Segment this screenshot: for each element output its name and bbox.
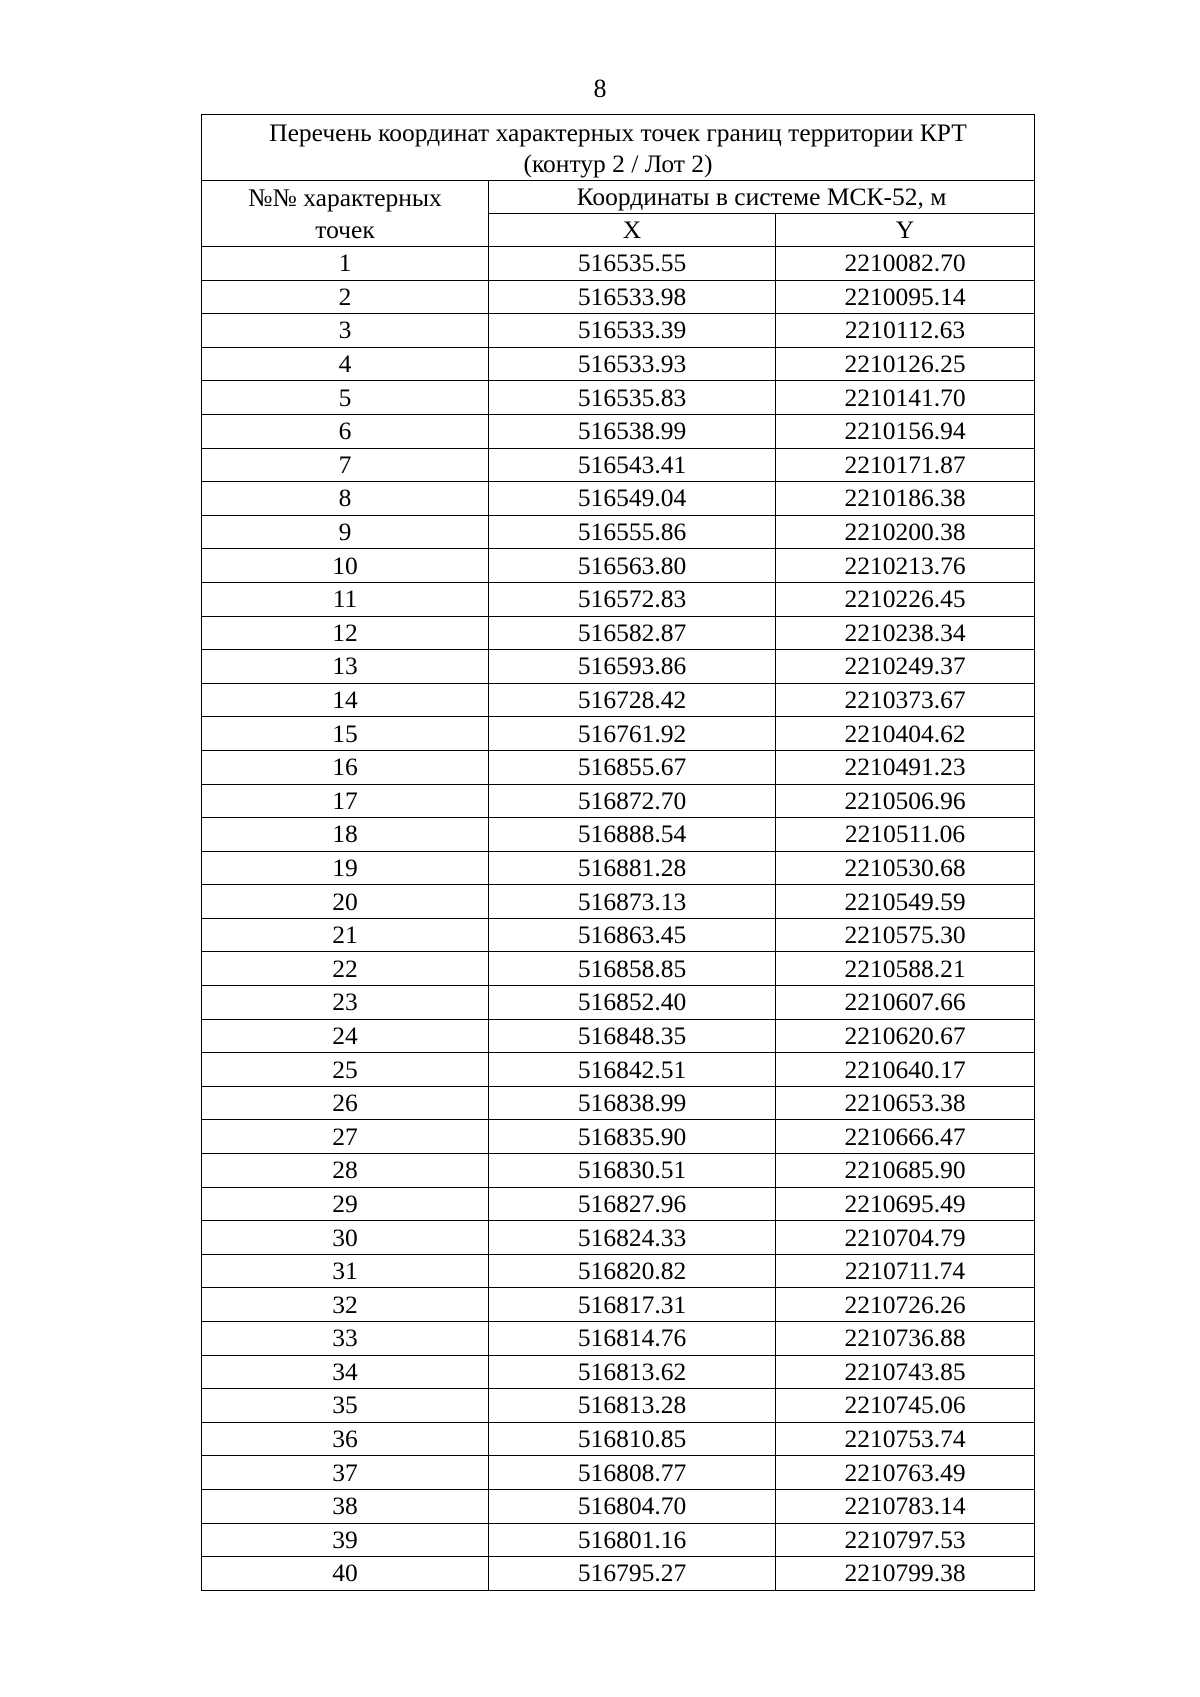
table-row <box>202 750 1035 784</box>
y-coordinate-cell: 2210186.38 <box>776 482 1035 516</box>
x-coordinate-cell: 516543.41 <box>489 448 776 482</box>
x-coordinate-cell: 516808.77 <box>489 1456 776 1490</box>
x-coordinate-cell: 516827.96 <box>489 1187 776 1221</box>
point-number-cell: 16 <box>202 750 489 784</box>
x-coordinate-cell: 516848.35 <box>489 1019 776 1053</box>
y-coordinate-cell: 2210763.49 <box>776 1456 1035 1490</box>
y-coordinate-cell: 2210685.90 <box>776 1154 1035 1188</box>
y-coordinate-cell: 2210549.59 <box>776 885 1035 919</box>
y-coordinate-cell: 2210666.47 <box>776 1120 1035 1154</box>
point-number-cell: 37 <box>202 1456 489 1490</box>
table-row <box>202 1422 1035 1456</box>
table-row <box>202 549 1035 583</box>
table-row <box>202 818 1035 852</box>
y-coordinate-cell: 2210607.66 <box>776 986 1035 1020</box>
table-row <box>202 1389 1035 1423</box>
page-number: 8 <box>593 74 607 103</box>
x-coordinate-cell: 516728.42 <box>489 683 776 717</box>
x-coordinate-cell: 516863.45 <box>489 918 776 952</box>
y-coordinate-cell: 2210112.63 <box>776 314 1035 348</box>
table-row <box>202 280 1035 314</box>
point-number-cell: 36 <box>202 1422 489 1456</box>
table-row <box>202 1355 1035 1389</box>
point-number-cell: 10 <box>202 549 489 583</box>
table-row <box>202 650 1035 684</box>
x-coordinate-cell: 516535.55 <box>489 247 776 281</box>
point-number-cell: 13 <box>202 650 489 684</box>
x-coordinate-cell: 516813.62 <box>489 1355 776 1389</box>
point-number-cell: 19 <box>202 851 489 885</box>
x-coordinate-cell: 516842.51 <box>489 1053 776 1087</box>
table-row <box>202 918 1035 952</box>
point-number-cell: 22 <box>202 952 489 986</box>
table-row <box>202 1557 1035 1591</box>
x-coordinate-cell: 516820.82 <box>489 1254 776 1288</box>
table-caption-line-2: (контур 2 / Лот 2) <box>523 148 713 178</box>
point-number-cell: 4 <box>202 347 489 381</box>
y-coordinate-cell: 2210620.67 <box>776 1019 1035 1053</box>
point-number-cell: 9 <box>202 515 489 549</box>
x-coordinate-cell: 516555.86 <box>489 515 776 549</box>
table-row <box>202 1154 1035 1188</box>
coordinates-table-body <box>202 115 1035 1591</box>
table-row <box>202 1456 1035 1490</box>
table-row <box>202 616 1035 650</box>
point-number-cell: 34 <box>202 1355 489 1389</box>
y-coordinate-cell: 2210491.23 <box>776 750 1035 784</box>
y-coordinate-cell: 2210653.38 <box>776 1086 1035 1120</box>
y-coordinate-cell: 2210588.21 <box>776 952 1035 986</box>
point-number-cell: 35 <box>202 1389 489 1423</box>
table-row <box>202 1086 1035 1120</box>
x-coordinate-cell: 516814.76 <box>489 1322 776 1356</box>
x-coordinate-cell: 516533.93 <box>489 347 776 381</box>
point-number-cell: 33 <box>202 1322 489 1356</box>
y-coordinate-cell: 2210711.74 <box>776 1254 1035 1288</box>
x-coordinate-cell: 516817.31 <box>489 1288 776 1322</box>
table-row <box>202 1019 1035 1053</box>
x-coordinate-cell: 516795.27 <box>489 1557 776 1591</box>
point-number-cell: 5 <box>202 381 489 415</box>
column-header-coordinates: Координаты в системе МСК-52, м <box>489 181 1035 214</box>
table-row <box>202 717 1035 751</box>
table-row <box>202 851 1035 885</box>
x-coordinate-cell: 516838.99 <box>489 1086 776 1120</box>
x-coordinate-cell: 516572.83 <box>489 582 776 616</box>
point-number-cell: 30 <box>202 1221 489 1255</box>
point-number-cell: 39 <box>202 1523 489 1557</box>
table-row <box>202 952 1035 986</box>
point-number-cell: 14 <box>202 683 489 717</box>
column-header-points <box>202 181 489 247</box>
table-row <box>202 784 1035 818</box>
table-row <box>202 1221 1035 1255</box>
table-header-row <box>202 181 1035 214</box>
point-number-cell: 32 <box>202 1288 489 1322</box>
x-coordinate-cell: 516804.70 <box>489 1489 776 1523</box>
column-header-points-line-2: точек <box>315 214 375 244</box>
coordinates-table <box>201 114 1035 1591</box>
table-row <box>202 885 1035 919</box>
point-number-cell: 1 <box>202 247 489 281</box>
x-coordinate-cell: 516813.28 <box>489 1389 776 1423</box>
y-coordinate-cell: 2210404.62 <box>776 717 1035 751</box>
y-coordinate-cell: 2210640.17 <box>776 1053 1035 1087</box>
table-row <box>202 1322 1035 1356</box>
x-coordinate-cell: 516761.92 <box>489 717 776 751</box>
y-coordinate-cell: 2210213.76 <box>776 549 1035 583</box>
x-coordinate-cell: 516533.98 <box>489 280 776 314</box>
y-coordinate-cell: 2210200.38 <box>776 515 1035 549</box>
table-row <box>202 414 1035 448</box>
x-coordinate-cell: 516533.39 <box>489 314 776 348</box>
y-coordinate-cell: 2210156.94 <box>776 414 1035 448</box>
y-coordinate-cell: 2210506.96 <box>776 784 1035 818</box>
y-coordinate-cell: 2210126.25 <box>776 347 1035 381</box>
point-number-cell: 2 <box>202 280 489 314</box>
point-number-cell: 12 <box>202 616 489 650</box>
table-row <box>202 1053 1035 1087</box>
point-number-cell: 15 <box>202 717 489 751</box>
y-coordinate-cell: 2210726.26 <box>776 1288 1035 1322</box>
y-coordinate-cell: 2210530.68 <box>776 851 1035 885</box>
table-row <box>202 683 1035 717</box>
y-coordinate-cell: 2210171.87 <box>776 448 1035 482</box>
x-coordinate-cell: 516593.86 <box>489 650 776 684</box>
table-row <box>202 314 1035 348</box>
table-row <box>202 1523 1035 1557</box>
point-number-cell: 11 <box>202 582 489 616</box>
column-header-x: X <box>489 214 776 247</box>
table-row <box>202 381 1035 415</box>
point-number-cell: 21 <box>202 918 489 952</box>
x-coordinate-cell: 516858.85 <box>489 952 776 986</box>
y-coordinate-cell: 2210783.14 <box>776 1489 1035 1523</box>
y-coordinate-cell: 2210249.37 <box>776 650 1035 684</box>
table-row <box>202 1254 1035 1288</box>
y-coordinate-cell: 2210797.53 <box>776 1523 1035 1557</box>
y-coordinate-cell: 2210745.06 <box>776 1389 1035 1423</box>
y-coordinate-cell: 2210082.70 <box>776 247 1035 281</box>
x-coordinate-cell: 516824.33 <box>489 1221 776 1255</box>
column-header-y: Y <box>776 214 1035 247</box>
table-row <box>202 582 1035 616</box>
x-coordinate-cell: 516549.04 <box>489 482 776 516</box>
x-coordinate-cell: 516582.87 <box>489 616 776 650</box>
y-coordinate-cell: 2210736.88 <box>776 1322 1035 1356</box>
y-coordinate-cell: 2210704.79 <box>776 1221 1035 1255</box>
table-row <box>202 1120 1035 1154</box>
table-row <box>202 347 1035 381</box>
x-coordinate-cell: 516563.80 <box>489 549 776 583</box>
table-caption <box>202 115 1035 181</box>
y-coordinate-cell: 2210511.06 <box>776 818 1035 852</box>
y-coordinate-cell: 2210141.70 <box>776 381 1035 415</box>
y-coordinate-cell: 2210695.49 <box>776 1187 1035 1221</box>
table-row <box>202 1288 1035 1322</box>
x-coordinate-cell: 516881.28 <box>489 851 776 885</box>
x-coordinate-cell: 516535.83 <box>489 381 776 415</box>
point-number-cell: 31 <box>202 1254 489 1288</box>
point-number-cell: 20 <box>202 885 489 919</box>
x-coordinate-cell: 516801.16 <box>489 1523 776 1557</box>
table-row <box>202 482 1035 516</box>
point-number-cell: 29 <box>202 1187 489 1221</box>
point-number-cell: 7 <box>202 448 489 482</box>
y-coordinate-cell: 2210373.67 <box>776 683 1035 717</box>
y-coordinate-cell: 2210575.30 <box>776 918 1035 952</box>
point-number-cell: 17 <box>202 784 489 818</box>
point-number-cell: 8 <box>202 482 489 516</box>
table-caption-line-1: Перечень координат характерных точек границ территории КРТ <box>269 117 967 147</box>
table-caption-row <box>202 115 1035 181</box>
point-number-cell: 27 <box>202 1120 489 1154</box>
point-number-cell: 23 <box>202 986 489 1020</box>
point-number-cell: 28 <box>202 1154 489 1188</box>
point-number-cell: 18 <box>202 818 489 852</box>
table-row <box>202 1187 1035 1221</box>
y-coordinate-cell: 2210753.74 <box>776 1422 1035 1456</box>
point-number-cell: 3 <box>202 314 489 348</box>
column-header-points-line-1: №№ характерных <box>248 182 442 212</box>
y-coordinate-cell: 2210799.38 <box>776 1557 1035 1591</box>
point-number-cell: 26 <box>202 1086 489 1120</box>
y-coordinate-cell: 2210226.45 <box>776 582 1035 616</box>
point-number-cell: 6 <box>202 414 489 448</box>
y-coordinate-cell: 2210238.34 <box>776 616 1035 650</box>
point-number-cell: 40 <box>202 1557 489 1591</box>
table-row <box>202 515 1035 549</box>
x-coordinate-cell: 516873.13 <box>489 885 776 919</box>
x-coordinate-cell: 516872.70 <box>489 784 776 818</box>
x-coordinate-cell: 516810.85 <box>489 1422 776 1456</box>
table-row <box>202 1489 1035 1523</box>
point-number-cell: 24 <box>202 1019 489 1053</box>
point-number-cell: 25 <box>202 1053 489 1087</box>
point-number-cell: 38 <box>202 1489 489 1523</box>
table-row <box>202 986 1035 1020</box>
x-coordinate-cell: 516852.40 <box>489 986 776 1020</box>
table-row <box>202 448 1035 482</box>
x-coordinate-cell: 516888.54 <box>489 818 776 852</box>
x-coordinate-cell: 516835.90 <box>489 1120 776 1154</box>
y-coordinate-cell: 2210095.14 <box>776 280 1035 314</box>
x-coordinate-cell: 516830.51 <box>489 1154 776 1188</box>
y-coordinate-cell: 2210743.85 <box>776 1355 1035 1389</box>
x-coordinate-cell: 516855.67 <box>489 750 776 784</box>
table-row <box>202 247 1035 281</box>
x-coordinate-cell: 516538.99 <box>489 414 776 448</box>
